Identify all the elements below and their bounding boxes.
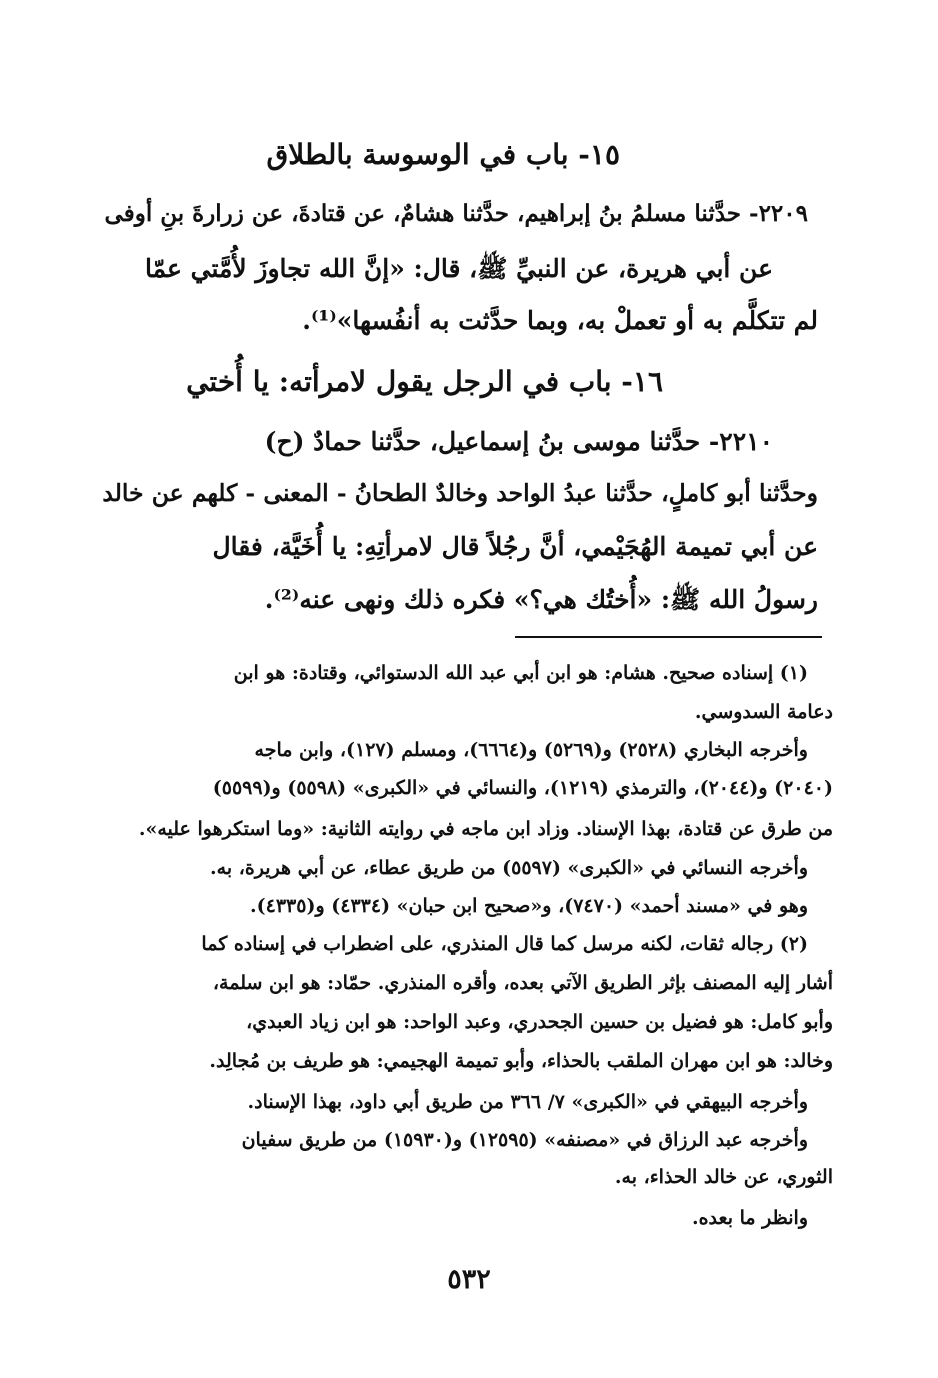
hadith-2210-line-3: عن أبي تميمة الهُجَيْمي، أنَّ رجُلاً قال لامرأتِهِ: يا أُخَيَّة، فقال	[212, 532, 818, 561]
footnote-line: دعامة السدوسي.	[694, 701, 833, 723]
section-15-heading: ١٥- باب في الوسوسة بالطلاق	[266, 138, 620, 171]
footnote-separator	[515, 636, 822, 638]
section-16-heading: ١٦- باب في الرجل يقول لامرأته: يا أُختي	[186, 365, 663, 398]
page-number: ٥٣٢	[447, 1264, 491, 1295]
hadith-2210-line-1: ٢٢١٠- حدَّثنا موسى بنُ إسماعيل، حدَّثنا حمادٌ (ح)	[264, 427, 773, 456]
footnote-line: وأخرجه النسائي في «الكبرى» (٥٥٩٧) من طريق عطاء، عن أبي هريرة، به.	[210, 857, 808, 879]
hadith-2210-line-4: رسولُ الله ﷺ: «أُختُك هي؟» فكره ذلك ونهى عنه⁽²⁾.	[264, 585, 818, 614]
footnote-line: وأخرجه البيهقي في «الكبرى» ٧/ ٣٦٦ من طريق أبي داود، بهذا الإسناد.	[247, 1091, 808, 1113]
hadith-2209-line-1: ٢٢٠٩- حدَّثنا مسلمُ بنُ إبراهيم، حدَّثنا هشامٌ، عن قتادةَ، عن زرارةَ بنِ أوفى	[104, 200, 808, 227]
footnote-line: وأخرجه عبد الرزاق في «مصنفه» (١٢٥٩٥) و(١٥٩٣٠) من طريق سفيان	[241, 1129, 808, 1151]
hadith-2209-line-3: لم تتكلَّم به أو تعملْ به، وبما حدَّثت به أنفُسها»⁽¹⁾.	[302, 306, 818, 335]
footnote-line: (١) إسناده صحيح. هشام: هو ابن أبي عبد الله الدستوائي، وقتادة: هو ابن	[233, 662, 808, 684]
footnote-line: وانظر ما بعده.	[691, 1207, 808, 1229]
footnote-line: (٢) رجاله ثقات، لكنه مرسل كما قال المنذري، على اضطراب في إسناده كما	[201, 933, 808, 955]
footnote-line: وأبو كامل: هو فضيل بن حسين الجحدري، وعبد الواحد: هو ابن زياد العبدي،	[246, 1011, 833, 1033]
hadith-2209-line-2: عن أبي هريرة، عن النبيِّ ﷺ، قال: «إنَّ الله تجاوزَ لأُمَّتي عمّا	[144, 254, 773, 283]
footnote-line: (٢٠٤٠) و(٢٠٤٤)، والترمذي (١٢١٩)، والنسائي في «الكبرى» (٥٥٩٨) و(٥٥٩٩)	[212, 777, 833, 799]
footnote-line: الثوري، عن خالد الحذاء، به.	[614, 1166, 833, 1188]
hadith-2210-line-2: وحدَّثنا أبو كاملٍ، حدَّثنا عبدُ الواحد وخالدٌ الطحانُ - المعنى - كلهم عن خالد	[102, 479, 818, 507]
footnote-line: من طرق عن قتادة، بهذا الإسناد. وزاد ابن ماجه في روايته الثانية: «وما استكرهوا عليه».	[138, 818, 833, 840]
footnote-line: وهو في «مسند أحمد» (٧٤٧٠)، و«صحيح ابن حبان» (٤٣٣٤) و(٤٣٣٥).	[250, 895, 808, 917]
footnote-line: وأخرجه البخاري (٢٥٢٨) و(٥٢٦٩) و(٦٦٦٤)، ومسلم (١٢٧)، وابن ماجه	[254, 739, 808, 761]
footnote-line: أشار إليه المصنف بإثر الطريق الآتي بعده، وأقره المنذري. حمّاد: هو ابن سلمة،	[212, 972, 833, 994]
footnote-line: وخالد: هو ابن مهران الملقب بالحذاء، وأبو تميمة الهجيمي: هو طريف بن مُجالِد.	[209, 1050, 833, 1072]
